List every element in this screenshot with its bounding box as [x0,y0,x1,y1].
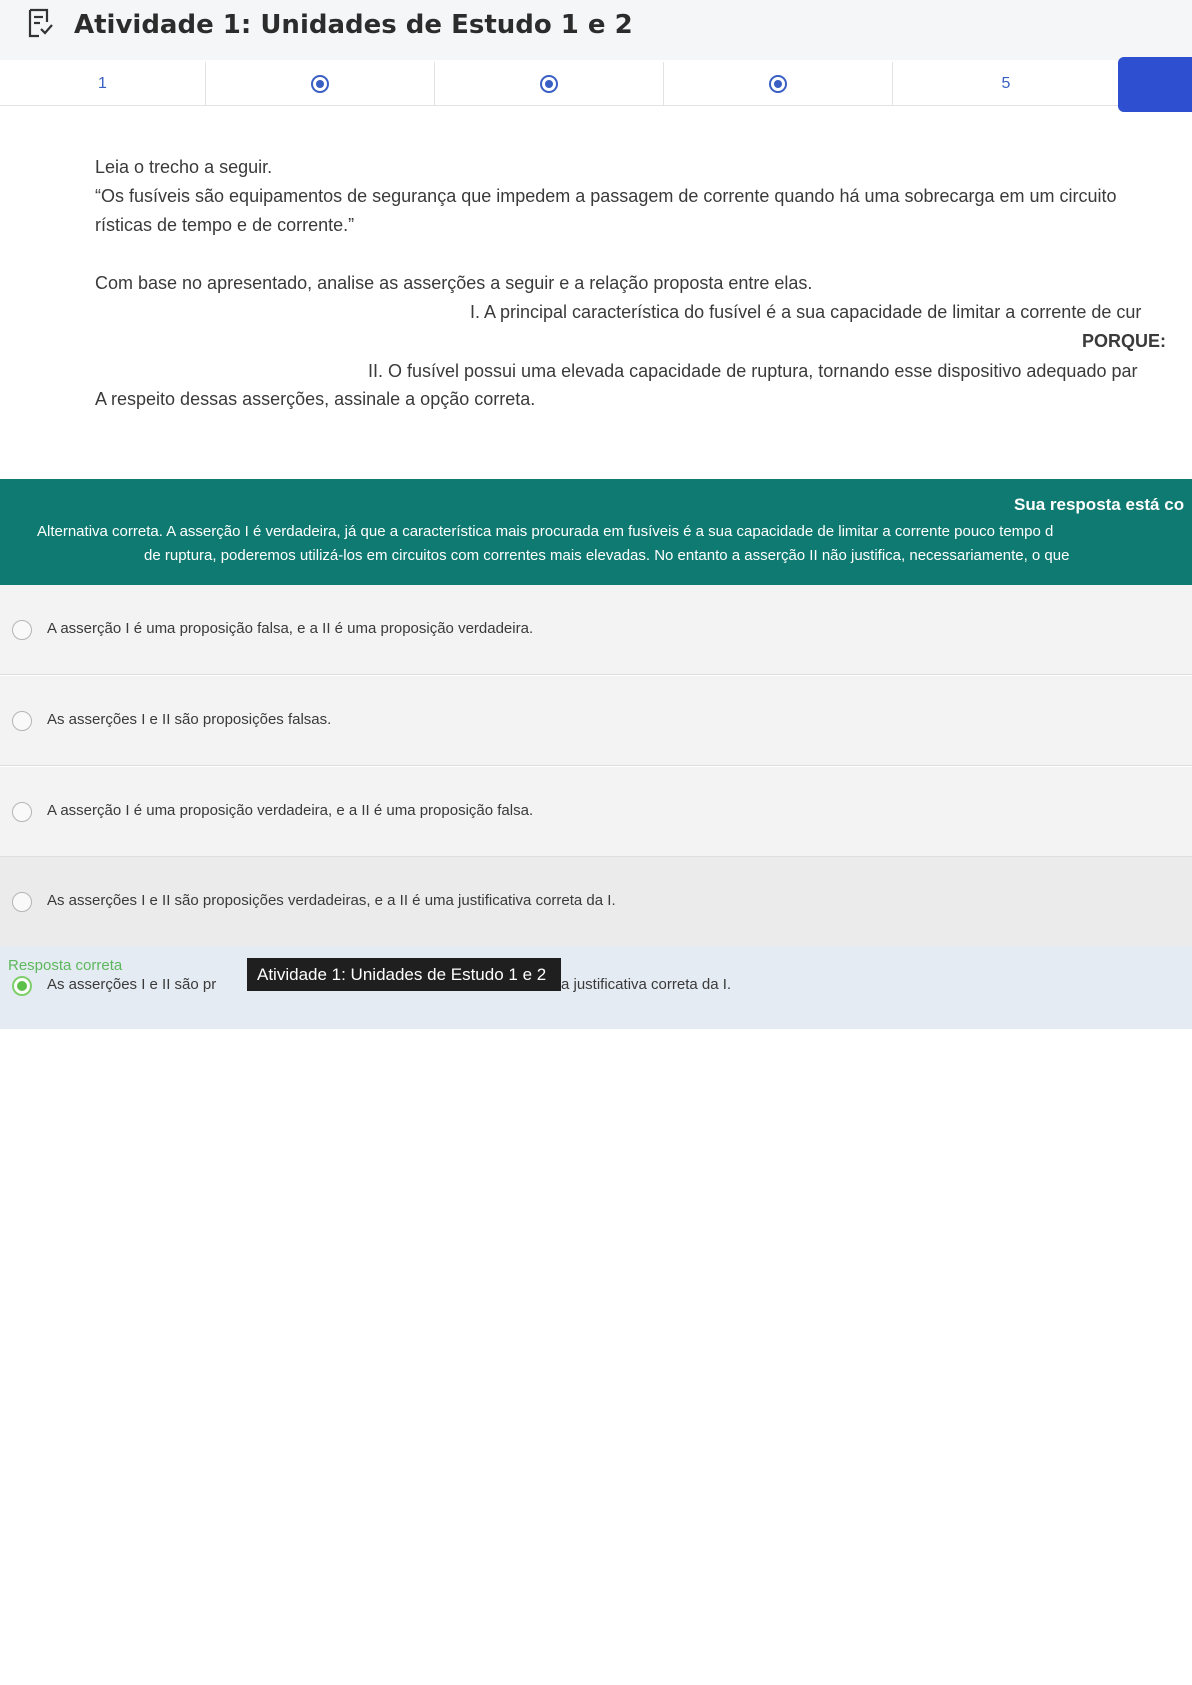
feedback-text-line2: de ruptura, poderemos utilizá-los em circuitos com correntes mais elevadas. No entanto a asserção II não justifica, necessariamente, o que [144,547,1070,564]
assignment-check-icon [27,8,53,38]
correct-answer-row [0,946,1192,1029]
answer-option-text: As asserções I e II são proposições verdadeiras, e a II é uma justificativa correta da I. [47,892,616,909]
assertion-1: I. A principal característica do fusível é a sua capacidade de limitar a corrente de cur [470,302,1142,322]
answer-option-text: As asserções I e II são proposições falsas. [47,711,332,728]
radio-button[interactable] [12,620,32,640]
correct-answer-text-start: As asserções I e II são pr [47,976,217,993]
radio-button[interactable] [12,802,32,822]
answered-dot-icon [540,75,558,93]
feedback-banner [0,479,1192,585]
answer-option-text: A asserção I é uma proposição verdadeira, e a II é uma proposição falsa. [47,802,534,819]
answered-dot-icon [769,75,787,93]
question-prompt: A respeito dessas asserções, assinale a opção correta. [95,389,536,409]
porque-label: PORQUE: [1082,331,1167,351]
assertion-2: II. O fusível possui uma elevada capacidade de ruptura, tornando esse dispositivo adequado par [368,361,1138,381]
question-intro: Leia o trecho a seguir. [95,157,273,177]
correct-radio-icon [12,976,32,996]
step-label: 1 [98,75,107,92]
answer-option-text: A asserção I é uma proposição falsa, e a II é uma proposição verdadeira. [47,620,534,637]
question-step-nav [0,62,1192,106]
step-2[interactable] [206,62,435,106]
step-6-active[interactable] [1118,57,1192,112]
step-5[interactable] [893,62,1119,106]
radio-button[interactable] [12,892,32,912]
correct-answer-label: Resposta correta [8,957,123,974]
step-4[interactable] [664,62,893,106]
answer-option-selected[interactable] [0,857,1192,947]
page-title: Atividade 1: Unidades de Estudo 1 e 2 [74,10,633,40]
answered-dot-icon [311,75,329,93]
answer-option[interactable] [0,676,1192,766]
radio-button[interactable] [12,711,32,731]
page-header [0,0,1192,60]
question-quote-line2: rísticas de tempo e de corrente.” [95,215,355,235]
correct-answer-text-end: a justificativa correta da I. [561,976,732,993]
step-3[interactable] [435,62,664,106]
answer-option[interactable] [0,585,1192,675]
step-label: 5 [1001,75,1011,92]
feedback-text-line1: Alternativa correta. A asserção I é verdadeira, já que a característica mais procurada em fusíveis é a sua capacidade de limitar a corrente pouco tempo d [37,523,1054,540]
title-tooltip: Atividade 1: Unidades de Estudo 1 e 2 [247,958,561,991]
question-instruction: Com base no apresentado, analise as asserções a seguir e a relação proposta entre elas. [95,273,813,293]
answer-option[interactable] [0,767,1192,857]
feedback-title: Sua resposta está co [1014,495,1185,514]
step-1[interactable] [0,62,206,106]
question-quote-line1: “Os fusíveis são equipamentos de segurança que impedem a passagem de corrente quando há uma sobrecarga em um circuito [95,186,1117,206]
